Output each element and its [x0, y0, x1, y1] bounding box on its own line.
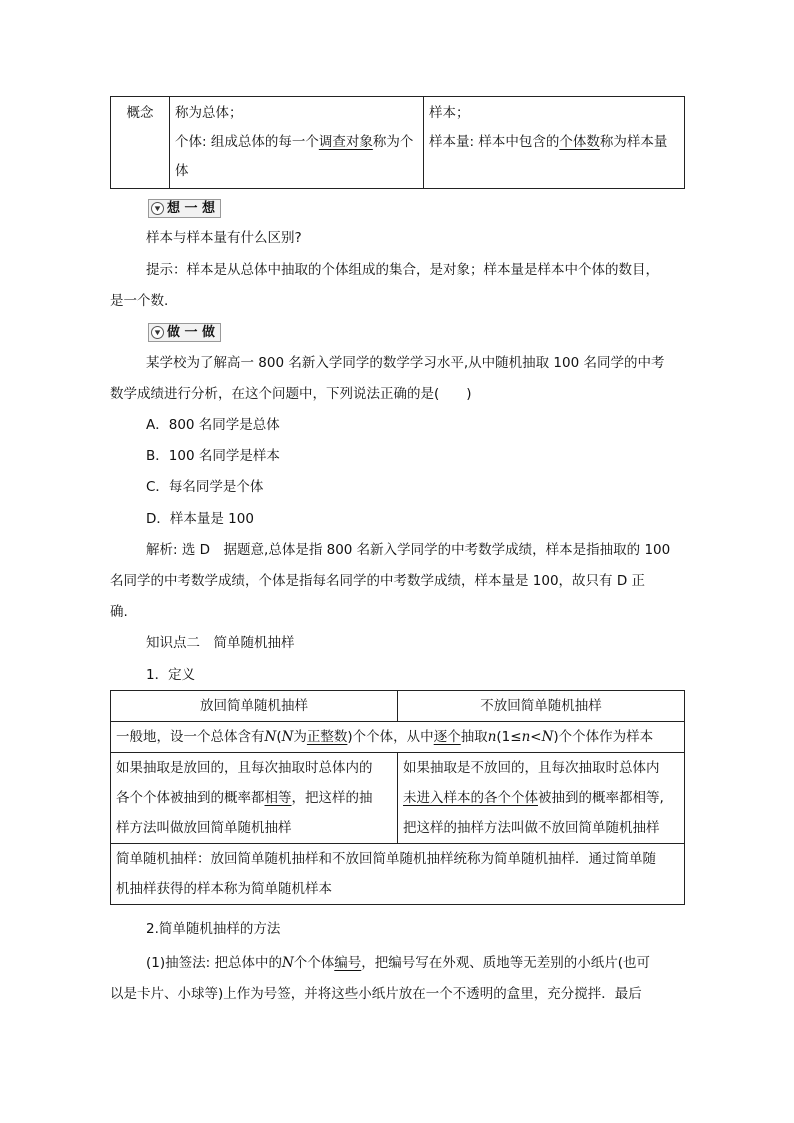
header-with-replacement: 放回简单随机抽样 — [111, 691, 398, 722]
subsection-definition: 1．定义 — [146, 667, 196, 683]
summary-line1: 简单随机抽样：放回简单随机抽样和不放回简单随机抽样统称为简单随机抽样．通过简单随 — [116, 851, 656, 867]
without-replacement-line1: 如果抽取是不放回的，且每次抽取时总体内 — [403, 760, 660, 776]
with-replacement-line1: 如果抽取是放回的，且每次抽取时总体内的 — [116, 760, 373, 776]
think-hint-line1: 提示：样本是从总体中抽取的个体组成的集合，是对象；样本量是样本中个体的数目， — [146, 262, 659, 278]
with-replacement-cell — [111, 753, 398, 844]
with-replacement-line3: 样方法叫做放回简单随机抽样 — [116, 820, 292, 836]
population-text: 称为总体； — [175, 105, 243, 121]
do-badge-label: 做 一 做 — [167, 325, 216, 340]
concept-population-cell — [170, 97, 424, 189]
summary-cell — [111, 844, 685, 905]
think-hint-line2: 是一个数. — [110, 293, 169, 309]
option-c: C．每名同学是个体 — [146, 479, 264, 495]
general-definition-cell: 一般地，设一个总体含有N(N为正整数)个个体，从中逐个抽取n(1≤n<N)个个体作为样本 — [111, 722, 685, 753]
without-replacement-line2: 未进入样本的各个个体被抽到的概率都相等, — [403, 790, 664, 806]
individual-text-end: 体 — [175, 163, 189, 179]
with-replacement-line2: 各个个体被抽到的概率都相等，把这样的抽 — [116, 790, 373, 806]
concept-table — [110, 96, 685, 189]
analysis-line1: 解析: 选 D 据题意,总体是指 800 名新入学同学的中考数学成绩，样本是指抽取的 100 — [146, 542, 671, 558]
think-question: 样本与样本量有什么区别? — [146, 230, 302, 246]
method-line2: 以是卡片、小球等)上作为号签，并将这些小纸片放在一个不透明的盒里，充分搅拌．最后 — [110, 986, 642, 1002]
option-b: B．100 名同学是样本 — [146, 448, 280, 464]
analysis-line2: 名同学的中考数学成绩，个体是指每名同学的中考数学成绩，样本量是 100，故只有 D 正 — [110, 573, 646, 589]
concept-sample-cell — [424, 97, 685, 189]
triangle-down-icon — [151, 202, 164, 215]
sample-size-text: 样本量: 样本中包含的个体数称为样本量 — [429, 134, 668, 150]
without-replacement-cell — [398, 753, 685, 844]
method-line1: (1)抽签法: 把总体中的N个个体编号，把编号写在外观、质地等无差别的小纸片(也可 — [146, 955, 651, 971]
triangle-down-icon — [151, 326, 164, 339]
think-badge-label: 想 一 想 — [167, 201, 216, 216]
do-question-line1: 某学校为了解高一 800 名新入学同学的数学学习水平,从中随机抽取 100 名同学的中考 — [146, 355, 665, 371]
method-title: 2.简单随机抽样的方法 — [146, 921, 281, 937]
concept-label: 概念 — [111, 97, 170, 189]
individual-text: 个体: 组成总体的每一个调查对象称为个 — [175, 134, 414, 150]
analysis-line3: 确. — [110, 604, 128, 620]
sample-text: 样本； — [429, 105, 470, 121]
definition-table — [110, 690, 685, 905]
section-title: 知识点二 简单随机抽样 — [146, 635, 295, 651]
without-replacement-line3: 把这样的抽样方法叫做不放回简单随机抽样 — [403, 820, 660, 836]
header-without-replacement: 不放回简单随机抽样 — [398, 691, 685, 722]
do-badge — [148, 323, 221, 342]
do-question-line2: 数学成绩进行分析，在这个问题中，下列说法正确的是( ) — [110, 386, 472, 402]
option-a: A．800 名同学是总体 — [146, 417, 280, 433]
summary-line2: 机抽样获得的样本称为简单随机样本 — [116, 881, 332, 897]
option-d: D．样本量是 100 — [146, 511, 254, 527]
think-badge — [148, 199, 221, 218]
